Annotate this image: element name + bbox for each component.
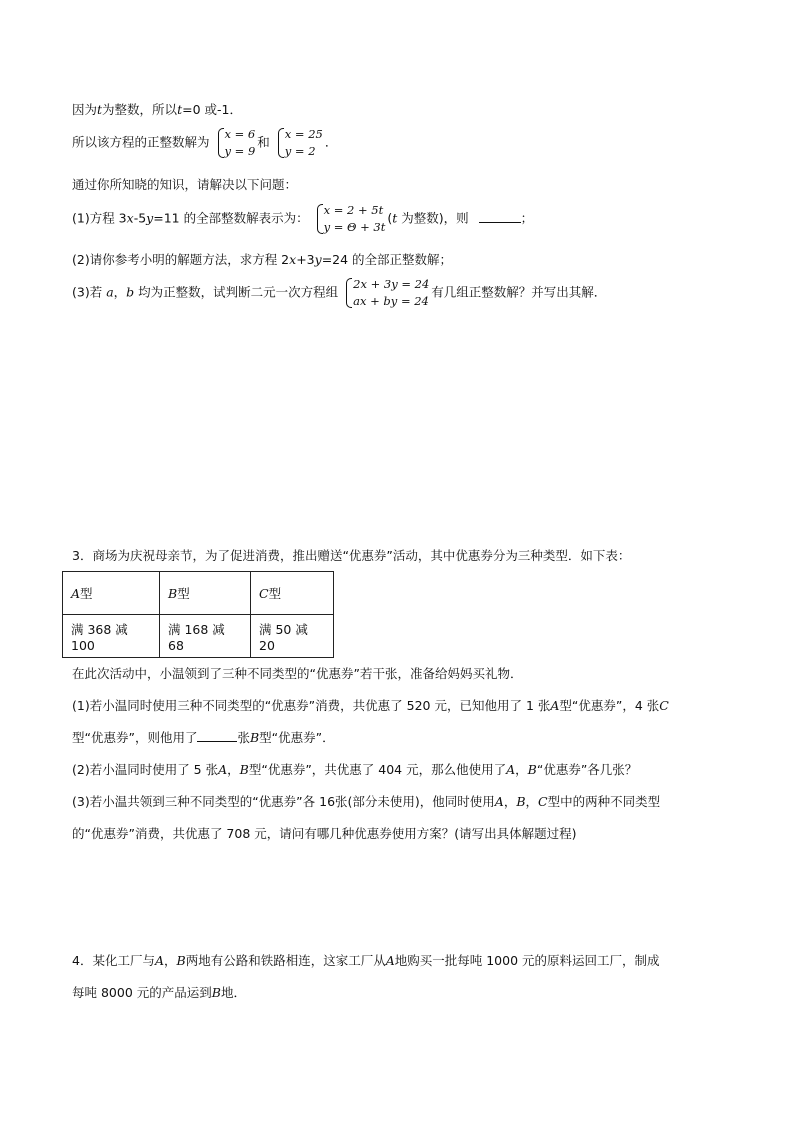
text: ．: [324, 134, 338, 150]
text: -5: [133, 210, 147, 226]
text: 地购买一批每吨 1000 元的原料运回工厂，制成: [394, 953, 660, 968]
p2-question-3: [72, 276, 606, 310]
place-letter: A: [154, 953, 164, 968]
table-header-row: [63, 572, 334, 615]
text: ，: [515, 762, 528, 777]
text: 型“优惠券”，共优惠了 404 元，那么他使用了: [248, 762, 507, 777]
p3-question-3b: 的“优惠券”消费，共优惠了 708 元，请问有哪几种优惠券使用方案？(请写出具体解题过程): [72, 826, 577, 841]
type-letter: A: [494, 794, 504, 809]
var-x: x: [126, 210, 134, 226]
text: 地．: [220, 985, 246, 1000]
eq-row: x = 25: [284, 127, 323, 141]
text: 均为正整数，试判断二元一次方程组: [134, 284, 339, 300]
var-t: t: [392, 210, 398, 226]
text: ，: [525, 794, 539, 809]
p3-question-1a: [72, 697, 669, 715]
var-y: y: [146, 210, 154, 226]
coupon-table: [62, 571, 334, 658]
eq-row: 2x + 3y = 24: [353, 277, 430, 291]
answer-blank[interactable]: [479, 210, 521, 223]
text: 因为: [72, 102, 98, 117]
var-t: t: [97, 102, 103, 117]
text: 型: [177, 586, 190, 601]
eq-row: y = 9: [224, 144, 256, 158]
text: 型: [268, 586, 282, 601]
type-letter: C: [259, 586, 269, 601]
p3-question-3a: [72, 793, 660, 811]
text: ，: [164, 953, 177, 968]
type-letter: B: [527, 762, 537, 777]
type-letter: A: [506, 762, 516, 777]
var-a: a: [106, 284, 114, 300]
eq-row: x = 2 + 5t: [323, 203, 384, 217]
type-letter: C: [538, 794, 548, 809]
text: (2)请你参考小明的解题方法，求方程 2: [72, 252, 290, 267]
text: 4．某化工厂与: [72, 953, 155, 968]
text: 型“优惠券”，4 张: [559, 698, 660, 713]
text: ；: [520, 210, 534, 226]
text: (3)若小温共领到三种不同类型的“优惠券”各 16张(部分未使用)，他同时使用: [72, 794, 495, 809]
eq-row: ax + by = 24: [353, 294, 429, 308]
table-cell: [251, 572, 334, 615]
p3-question-1b: [72, 729, 335, 747]
place-letter: B: [176, 953, 186, 968]
type-letter: B: [239, 762, 249, 777]
text: (1)若小温同时使用三种不同类型的“优惠券”消费，共优惠了 520 元，已知他用了 1 张: [72, 698, 551, 713]
type-letter: B: [168, 586, 178, 601]
text: (1)方程 3: [72, 210, 127, 226]
text: =11 的全部整数解表示为：: [153, 210, 309, 226]
place-letter: A: [385, 953, 395, 968]
table-cell: [160, 572, 251, 615]
p2-line-3: 通过你所知晓的知识，请解决以下问题：: [72, 177, 298, 192]
p2-question-1: [72, 202, 533, 236]
table-cell: 满 168 减 68: [160, 615, 251, 658]
p3-intro: 3．商场为庆祝母亲节，为了促进消费，推出赠送“优惠券”活动，其中优惠券分为三种类型．如下表：: [72, 548, 631, 563]
text: 型: [80, 586, 93, 601]
p3-question-2: [72, 761, 637, 779]
table-row: [63, 615, 334, 658]
text: 为整数)，则: [397, 210, 469, 226]
table-cell: 满 368 减 100: [63, 615, 160, 658]
equation-system-4: [344, 276, 429, 310]
text: 和: [257, 134, 270, 150]
text: =0 或-1．: [182, 102, 242, 117]
text: 型“优惠券”，则他用了: [72, 730, 198, 745]
text: +3: [296, 252, 315, 267]
var-x: x: [289, 252, 297, 267]
eq-row: y = Θ + 3t: [323, 220, 386, 234]
type-letter: C: [659, 698, 669, 713]
text: 型中的两种不同类型: [547, 794, 661, 809]
text: 张: [237, 730, 250, 745]
text: 两地有公路和铁路相连，这家工厂从: [185, 953, 386, 968]
table-cell: 满 50 减 20: [251, 615, 334, 658]
text: “优惠券”各几张？: [536, 762, 638, 777]
p2-line-1: [72, 101, 242, 119]
type-letter: B: [249, 730, 260, 745]
text: ，: [503, 794, 517, 809]
text: 为整数，所以: [102, 102, 178, 117]
text: (2)若小温同时使用了 5 张: [72, 762, 219, 777]
var-y: y: [314, 252, 322, 267]
type-letter: A: [218, 762, 228, 777]
equation-system-3: [315, 202, 386, 236]
text: 型“优惠券”．: [259, 730, 335, 745]
var-b: b: [126, 284, 135, 300]
text: ，: [113, 284, 127, 300]
equation-system-2: [276, 126, 323, 160]
equation-system-1: [216, 126, 256, 160]
text: =24 的全部正整数解；: [321, 252, 453, 267]
eq-row: y = 2: [284, 144, 316, 158]
answer-blank[interactable]: [197, 729, 237, 742]
type-letter: A: [71, 586, 81, 601]
text: 有几组正整数解？并写出其解．: [431, 284, 607, 300]
text: (3)若: [72, 284, 107, 300]
table-cell: [63, 572, 160, 615]
eq-row: x = 6: [224, 127, 256, 141]
type-letter: B: [516, 794, 526, 809]
text: (: [387, 210, 393, 226]
p2-line-2: [72, 126, 337, 160]
var-t: t: [177, 102, 183, 117]
p3-line-1: 在此次活动中，小温领到了三种不同类型的“优惠券”若干张，准备给妈妈买礼物．: [72, 666, 523, 681]
text: 所以该方程的正整数解为: [72, 134, 210, 150]
place-letter: B: [211, 985, 221, 1000]
type-letter: A: [550, 698, 560, 713]
text: ，: [227, 762, 240, 777]
p2-question-2: [72, 251, 452, 269]
text: 每吨 8000 元的产品运到: [72, 985, 212, 1000]
p4-line-1: [72, 952, 660, 970]
p4-line-2: [72, 984, 246, 1002]
